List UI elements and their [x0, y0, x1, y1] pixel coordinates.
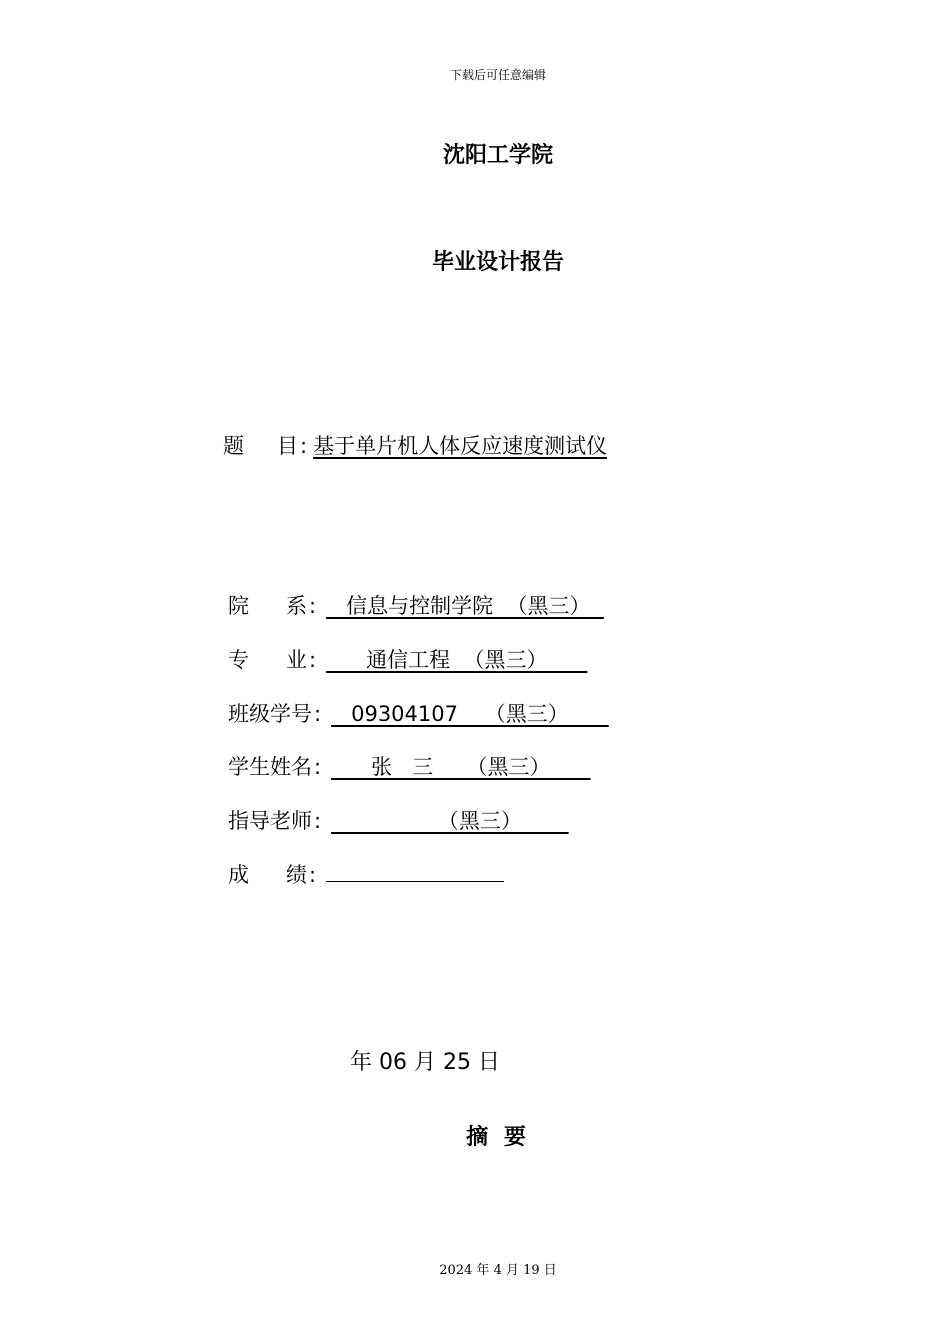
advisor-colon: :: [314, 809, 322, 833]
topic-colon: :: [300, 434, 308, 458]
report-title: 毕业设计报告: [431, 250, 564, 275]
department-row: [228, 590, 604, 622]
major-colon: :: [309, 648, 317, 672]
class-id-colon: :: [314, 702, 322, 726]
grade-row: [228, 859, 504, 891]
student-name-row: [228, 751, 591, 783]
student-name-label: 学生姓名: [228, 755, 312, 779]
class-id-value: 09304107 （黑三）: [331, 702, 609, 726]
advisor-row: [228, 805, 569, 837]
grade-colon: :: [309, 863, 317, 887]
footer-date: 2024 年 4 月 19 日: [439, 1263, 557, 1278]
student-name-colon: :: [314, 755, 322, 779]
header-note: 下载后可任意编辑: [449, 68, 546, 82]
advisor-value: （黑三）: [331, 809, 569, 833]
major-label: 专 业: [228, 648, 307, 672]
class-id-label: 班级学号: [228, 702, 312, 726]
major-row: [228, 644, 588, 676]
topic-value: 基于单片机人体反应速度测试仪: [313, 434, 608, 458]
abstract-heading: 摘 要: [466, 1125, 530, 1150]
school-name: 沈阳工学院: [442, 143, 553, 168]
department-colon: :: [309, 594, 317, 618]
major-value: 通信工程 （黑三）: [326, 648, 588, 672]
advisor-label: 指导老师: [228, 809, 312, 833]
grade-label: 成 绩: [228, 863, 307, 887]
department-label: 院 系: [228, 594, 307, 618]
topic-row: [223, 430, 607, 462]
grade-blank-line: [326, 859, 504, 882]
student-name-value: 张 三 （黑三）: [331, 755, 591, 779]
topic-label: 题 目: [223, 434, 298, 458]
department-value: 信息与控制学院 （黑三）: [326, 594, 604, 618]
report-date: 年 06 月 25 日: [350, 1050, 500, 1075]
class-id-row: [228, 698, 609, 730]
